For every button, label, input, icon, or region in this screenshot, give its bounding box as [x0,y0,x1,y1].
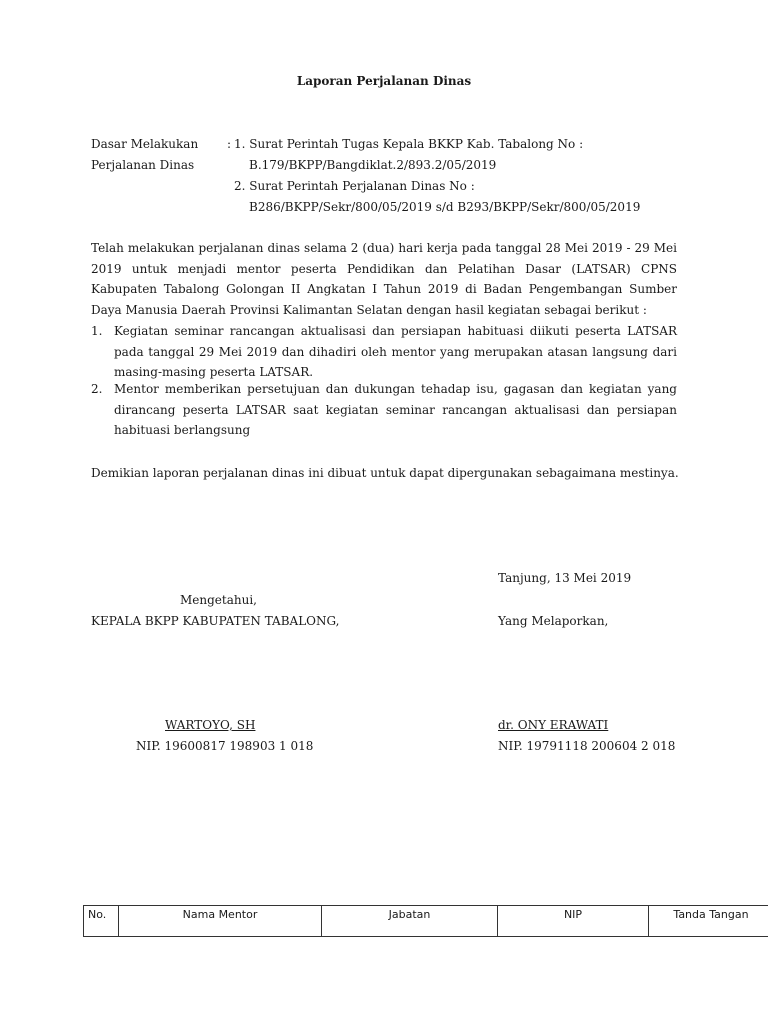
result-number-1: 1. [91,324,103,338]
closing-statement: Demikian laporan perjalanan dinas ini dibuat untuk dapat dipergunakan sebagaimana mestinya. [91,466,679,480]
acknowledged-label: Mengetahui, [180,593,257,607]
header-no: No. [84,906,119,937]
head-name: WARTOYO, SH [165,718,256,732]
document-title: Laporan Perjalanan Dinas [296,74,472,88]
head-position: KEPALA BKPP KABUPATEN TABALONG, [91,614,340,628]
dasar-label-line2: Perjalanan Dinas [91,158,195,172]
reporter-nip: NIP. 19791118 200604 2 018 [498,739,676,753]
dasar-colon: : [227,137,232,151]
dasar-label-line1: Dasar Melakukan [91,137,199,151]
header-nip: NIP [498,906,649,937]
place-date: Tanjung, 13 Mei 2019 [498,571,632,585]
dasar-item2-line1: 2. Surat Perintah Perjalanan Dinas No : [234,179,475,193]
result-text-1: Kegiatan seminar rancangan aktualisasi dan persiapan habituasi diikuti peserta LATSAR pada tanggal 29 Mei 2019 dan dihadiri oleh mentor yang merupakan atasan langsung dari masing-masing peserta LATSAR. [114,324,677,379]
mentor-table [83,905,768,937]
result-text-2: Mentor memberikan persetujuan dan dukungan tehadap isu, gagasan dan kegiatan yang dirancang peserta LATSAR saat kegiatan seminar rancangan aktualisasi dan persiapan habituasi berlangsung [114,382,677,437]
mentor-table-header-row [84,906,768,937]
dasar-item1-line2: B.179/BKPP/Bangdiklat.2/893.2/05/2019 [249,158,497,172]
reporter-name: dr. ONY ERAWATI [498,718,609,732]
result-number-2: 2. [91,382,103,396]
header-signature: Tanda Tangan [649,906,768,937]
header-position: Jabatan [322,906,498,937]
reporter-label: Yang Melaporkan, [498,614,609,628]
head-nip: NIP. 19600817 198903 1 018 [136,739,314,753]
body-paragraph: Telah melakukan perjalanan dinas selama 2 (dua) hari kerja pada tanggal 28 Mei 2019 - 29 Mei 2019 untuk menjadi mentor peserta Pendidikan dan Pelatihan Dasar (LATSAR) CPNS Kabupaten Tabalong Golongan II Angkatan I Tahun 2019 di Badan Pengembangan Sumber Daya Manusia Daerah Provinsi Kalimantan Selatan dengan hasil kegiatan sebagai berikut : [91,241,677,317]
header-mentor-name: Nama Mentor [119,906,322,937]
dasar-item1-line1: 1. Surat Perintah Tugas Kepala BKKP Kab. Tabalong No : [234,137,584,151]
dasar-item2-line2: B286/BKPP/Sekr/800/05/2019 s/d B293/BKPP/Sekr/800/05/2019 [249,200,641,214]
